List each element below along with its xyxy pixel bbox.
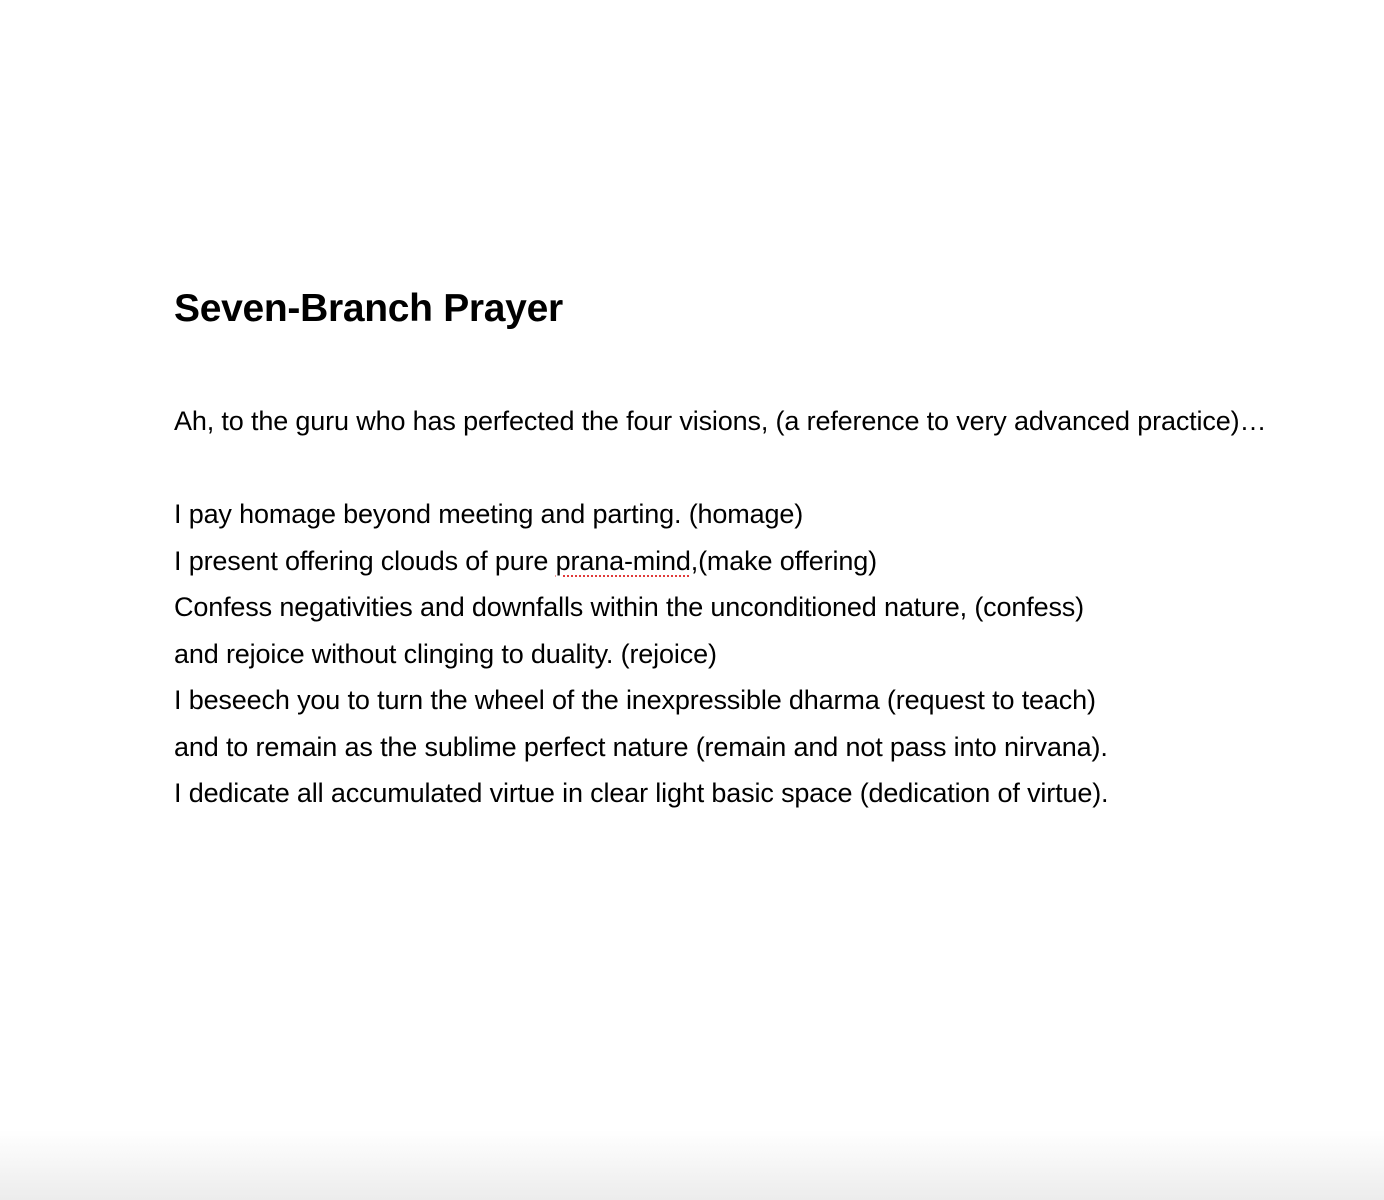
verse-line-confess: Confess negativities and downfalls within the unconditioned nature, (confess) (174, 592, 1084, 622)
verse-line-dedication: I dedicate all accumulated virtue in clear light basic space (dedication of virtue). (174, 778, 1109, 808)
verse-text: I present offering clouds of pure (174, 545, 556, 576)
misspelled-word[interactable]: prana-mind (555, 545, 691, 576)
verse-line-request: I beseech you to turn the wheel of the inexpressible dharma (request to teach) (174, 685, 1096, 715)
document-body[interactable] (174, 282, 1294, 817)
document-title: Seven-Branch Prayer (174, 287, 563, 330)
verse-line-homage: I pay homage beyond meeting and parting. (homage) (174, 499, 804, 529)
verse-line-offering (174, 538, 1294, 585)
intro-paragraph: Ah, to the guru who has perfected the four visions, (a reference to very advanced practice)… (174, 406, 1267, 436)
verse-line-remain: and to remain as the sublime perfect nature (remain and not pass into nirvana). (174, 731, 1108, 762)
page-bottom-shadow (0, 1130, 1384, 1200)
verse-line-rejoice: and rejoice without clinging to duality. (rejoice) (174, 638, 717, 669)
verse-text: ,(make offering) (690, 545, 877, 576)
prayer-verses (174, 491, 1294, 817)
